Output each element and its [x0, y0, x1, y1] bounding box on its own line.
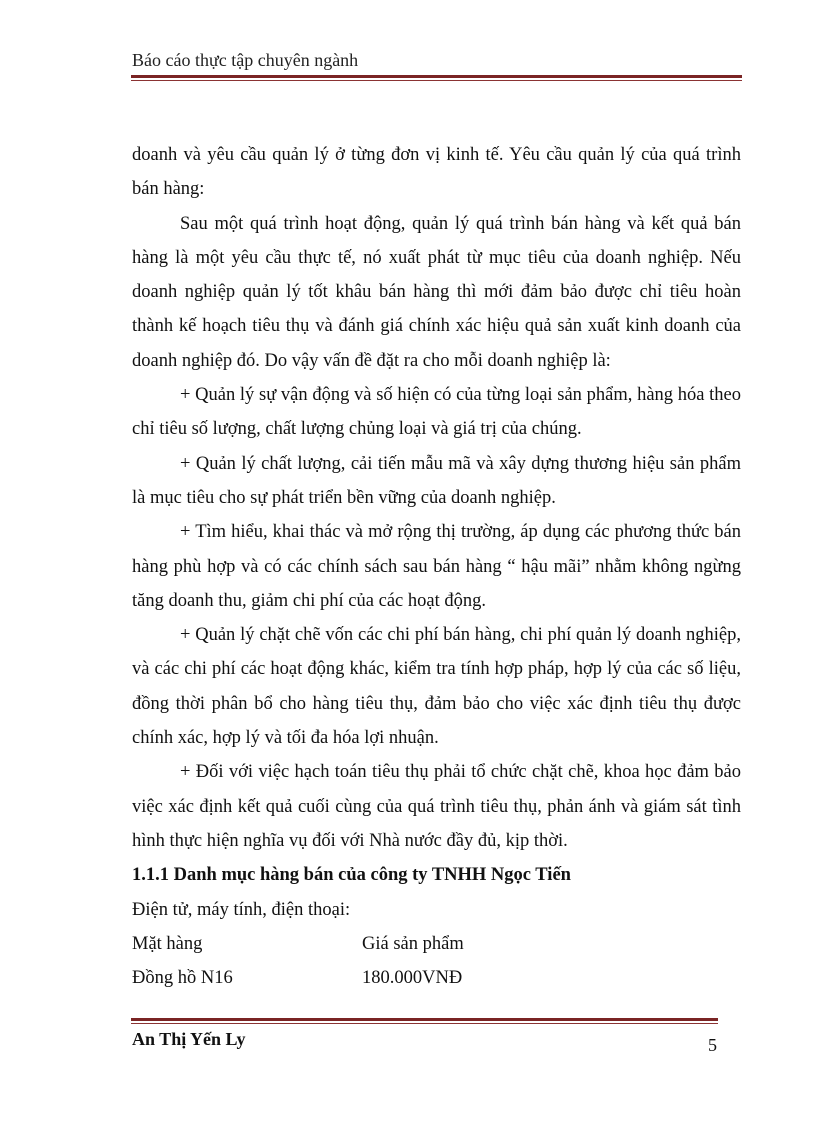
- paragraph-7: + Đối với việc hạch toán tiêu thụ phải tổ chức chặt chẽ, khoa học đảm bảo việc xác định kết quả cuối cùng của quá trình tiêu thụ, phản ánh và giám sát tình hình thực hiện nghĩa vụ đối với Nhà nước đầy đủ, kịp thời.: [132, 762, 741, 851]
- paragraph-5: + Tìm hiểu, khai thác và mở rộng thị trường, áp dụng các phương thức bán hàng phù hợp và có các chính sách sau bán hàng “ hậu mãi” nhằm không ngừng tăng doanh thu, giảm chi phí của các hoạt động.: [132, 522, 741, 611]
- table-header-row: [132, 927, 741, 961]
- paragraph-2: Sau một quá trình hoạt động, quản lý quá trình bán hàng và kết quả bán hàng là một yêu cầu thực tế, nó xuất phát từ mục tiêu của doanh nghiệp. Nếu doanh nghiệp quản lý tốt khâu bán hàng thì mới đảm bảo được chỉ tiêu hoàn thành kế hoạch tiêu thụ và đánh giá chính xác hiệu quả sản xuất kinh doanh của doanh nghiệp đó. Do vậy vấn đề đặt ra cho mỗi doanh nghiệp là:: [132, 213, 741, 371]
- paragraph-3: + Quản lý sự vận động và số hiện có của từng loại sản phẩm, hàng hóa theo chỉ tiêu số lượng, chất lượng chủng loại và giá trị của chúng.: [132, 385, 741, 440]
- category-line: Điện tử, máy tính, điện thoại:: [132, 899, 351, 920]
- footer-rule-thick: [131, 1018, 718, 1021]
- paragraph-4: + Quản lý chất lượng, cải tiến mẫu mã và xây dựng thương hiệu sản phẩm là mục tiêu cho sự phát triển bền vững của doanh nghiệp.: [132, 453, 741, 508]
- page-header-title: Báo cáo thực tập chuyên ngành: [132, 50, 359, 70]
- table-header-price: Giá sản phẩm: [362, 933, 464, 954]
- footer-rule-thin: [131, 1023, 718, 1024]
- paragraph-6: + Quản lý chặt chẽ vốn các chi phí bán hàng, chi phí quản lý doanh nghiệp, và các chi phí các hoạt động khác, kiểm tra tính hợp pháp, hợp lý của các số liệu, đồng thời phân bổ cho hàng tiêu thụ, đảm bảo cho việc xác định tiêu thụ được chính xác, hợp lý và tối đa hóa lợi nhuận.: [132, 625, 741, 749]
- footer-author: An Thị Yến Ly: [132, 1029, 246, 1049]
- page-number: 5: [708, 1035, 717, 1055]
- table-header-item: Mặt hàng: [132, 933, 203, 954]
- paragraph-1: doanh và yêu cầu quản lý ở từng đơn vị kinh tế. Yêu cầu quản lý của quá trình bán hàng:: [132, 145, 741, 200]
- document-body: [132, 138, 741, 995]
- table-row: [132, 961, 741, 995]
- table-cell-price: 180.000VNĐ: [362, 968, 463, 989]
- table-cell-item: Đồng hồ N16: [132, 968, 233, 989]
- header-rule-thin: [131, 80, 742, 81]
- header-rule-thick: [131, 75, 742, 78]
- section-heading: 1.1.1 Danh mục hàng bán của công ty TNHH Ngọc Tiến: [132, 865, 571, 886]
